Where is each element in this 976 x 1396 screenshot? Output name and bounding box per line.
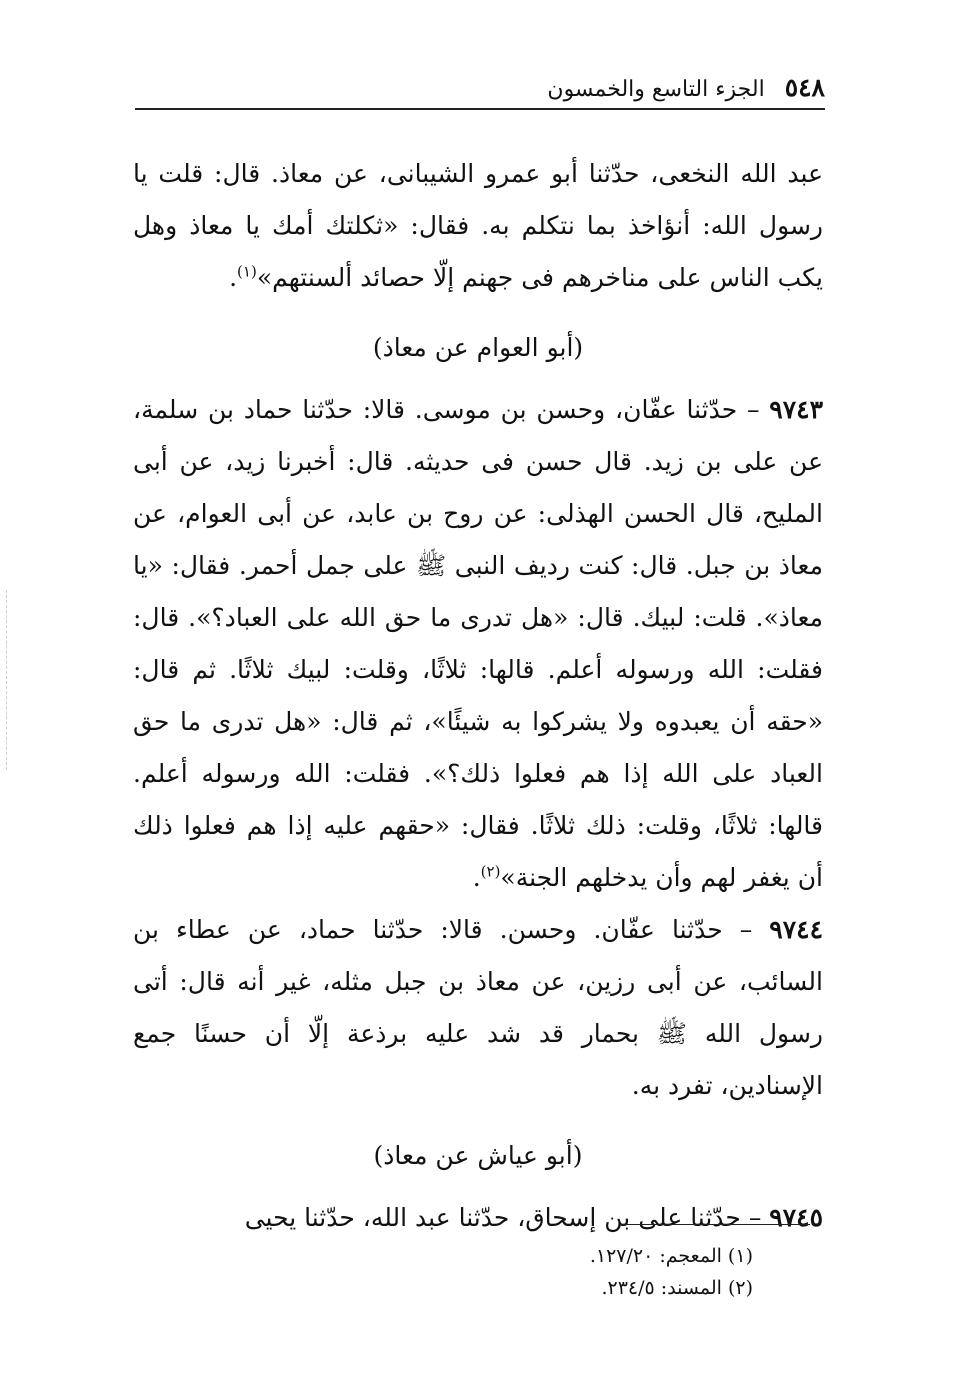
footnote-1: (١) المعجم: ١٢٧/٢٠. <box>589 1245 753 1267</box>
section-heading-1: (أبو العوام عن معاذ) <box>372 333 584 362</box>
running-header <box>135 66 825 102</box>
scan-margin-mark <box>6 590 7 770</box>
footnote-2: (٢) المسند: ٢٣٤/٥. <box>601 1277 753 1299</box>
hadith-9745 <box>133 1192 823 1244</box>
paragraph-end: . <box>229 263 238 292</box>
hadith-9743 <box>133 384 823 904</box>
body-text <box>133 148 823 1244</box>
hadith-9744 <box>133 904 823 1112</box>
header-title: الجزء التاسع والخمسون <box>547 77 765 102</box>
footnotes <box>133 1240 753 1304</box>
footnote-ref-1: (١) <box>237 262 257 281</box>
paragraph-text: عبد الله النخعى، حدّثنا أبو عمرو الشيبانى، عن معاذ. قال: قلت يا رسول الله: أنؤاخذ بما نتكلم به. فقال: «ثكلتك أمك يا معاذ وهل يكب الناس على مناخرهم فى جهنم إلّا حصائد ألسنتهم» <box>133 159 823 292</box>
hadith-number: ٩٧٤٥ <box>769 1203 823 1232</box>
paragraph-end: . <box>472 863 481 892</box>
hadith-text: – حدّثنا على بن إسحاق، حدّثنا عبد الله، حدّثنا يحيى <box>244 1203 770 1232</box>
page-number: ٥٤٨ <box>784 73 825 102</box>
footnote-rule <box>620 1224 810 1225</box>
header-rule <box>135 108 825 110</box>
hadith-number: ٩٧٤٤ <box>769 915 823 944</box>
footnote-ref-2: (٢) <box>480 862 501 881</box>
paragraph-continuation <box>133 148 823 304</box>
section-heading-2: (أبو عياش عن معاذ) <box>373 1141 583 1170</box>
hadith-text: – حدّثنا عفّان، وحسن بن موسى. قالا: حدّثنا حماد بن سلمة، عن على بن زيد. قال حسن فى حديثه. قال: أخبرنا زيد، عن أبى المليح، قال الحسن الهذلى: عن روح بن عابد، عن أبى العوام، عن معاذ بن جبل. قال: كنت رديف النبى ﷺ على جمل أحمر. فقال: «يا معاذ». قلت: لبيك. قال: «هل تدرى ما حق الله على العباد؟». قال: فقلت: الله ورسوله أعلم. قالها: ثلاثًا، وقلت: لبيك ثلاثًا. ثم قال: «حقه أن يعبدوه ولا يشركوا به شيئًا»، ثم قال: «هل تدرى ما حق العباد على الله إذا هم فعلوا ذلك؟». فقلت: الله ورسوله أعلم. قالها: ثلاثًا، وقلت: ذلك ثلاثًا. فقال: «حقهم عليه إذا هم فعلوا ذلك أن يغفر لهم وأن يدخلهم الجنة» <box>133 395 823 892</box>
hadith-text: – حدّثنا عفّان. وحسن. قالا: حدّثنا حماد، عن عطاء بن السائب، عن أبى رزين، عن معاذ بن جبل مثله، غير أنه قال: أتى رسول الله ﷺ بحمار قد شد عليه برذعة إلّا أن حسنًا جمع الإسنادين، تفرد به. <box>133 915 823 1100</box>
hadith-number: ٩٧٤٣ <box>769 395 823 424</box>
